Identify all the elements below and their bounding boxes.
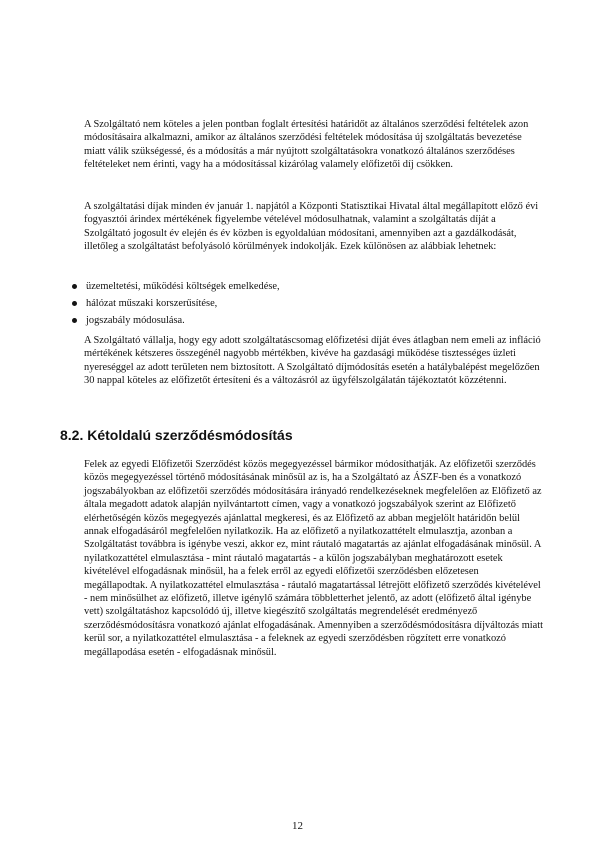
list-item-text: hálózat műszaki korszerűsítése,	[86, 298, 218, 309]
list-item-text: üzemeltetési, működési költségek emelkedése,	[86, 281, 280, 292]
page-number: 12	[292, 820, 303, 832]
list-item	[70, 295, 540, 312]
paragraph-fee-adjustment: A szolgáltatási díjak minden év január 1. napjától a Központi Statisztikai Hivatal által megállapított előző évi fogyasztói árindex mértékének figyelembe vételével módosulhatnak, valamint a szolgáltatás díját a Szolgáltató jogosult év elején és év közben is egyoldalúan módosítani, amennyiben azt a gazdálkodását, illetőleg a szolgáltatást befolyásoló körülmények indokolják. Ezek különösen az alábbiak lehetnek:	[84, 201, 539, 253]
list-item-text: jogszabály módosulása.	[86, 315, 185, 326]
paragraph-mutual-amendment: Felek az egyedi Előfizetői Szerződést közös megegyezéssel bármikor módosíthatják. Az előfizetői szerződés közös megegyezéssel történő módosításának minősül az is, ha a Szolgáltató az ÁSZF-ben és a vonatkozó jogszabályokban az előfizetői szerződés módosítására irányadó rendelkezéseknek megfelelően az Előfizető az általa megadott adatok alapján nyilvántartott címen, vagy a vonatkozó jogszabályok szerint az Előfizető elérhetőségén közös megegyezés ajánlattal megkeresi, és az Előfizető az abban megjelölt határidőn belül annak elfogadásáról megfelelően nyilatkozik. Ha az előfizető a nyilatkozattételt elmulasztja, azonban a Szolgáltatást továbbra is igénybe veszi, akkor ez, mint ráutaló magatartás az ajánlat elfogadásának minősül. A nyilatkozattétel elmulasztása - mint ráutaló magatartás - a külön jogszabályban meghatározott esetek kivételével elfogadásnak minősül, ha a felek erről az egyedi előfizetői szerződésben előzetesen megállapodtak. A nyilatkozattétel elmulasztása - ráutaló magatartással létrejött előfizető szerződés kivételével - nem minősülhet az előfizető, illetve igénylő számára többletterhet jelentő, az adott (előfizető által igénybe vett) szolgáltatáshoz kapcsolódó új, illetve kiegészítő szolgáltatás megrendelését eredményező szerződésmódosításra vonatkozó ajánlat elfogadásának. Amennyiben a szerződésmódosításra díjváltozás miatt kerül sor, a nyilatkozattétel elmulasztása - a feleknek az egyedi szerződésben rögzített erre vonatkozó megállapodása esetén - elfogadásnak minősül.	[84, 459, 544, 658]
bullet-icon	[72, 301, 77, 306]
list-item	[70, 312, 540, 329]
bullet-icon	[72, 284, 77, 289]
reasons-list	[70, 278, 540, 329]
paragraph-inflation-commitment: A Szolgáltató vállalja, hogy egy adott szolgáltatáscsomag előfizetési díját éves átlagban nem emeli az infláció mértékének kétszeres összegénél nagyobb mértékben, kivéve ha gazdasági működése tisztességes üzleti nyereséggel az adott területen nem biztosított. A Szolgáltató díjmódosítás esetén a hatálybalépést megelőzően 30 nappal köteles az előfizetőt értesíteni és a változásról az ügyfélszolgálatán tájékoztatót közzétenni.	[84, 335, 541, 387]
bullet-icon	[72, 318, 77, 323]
paragraph-notice-exception: A Szolgáltató nem köteles a jelen pontban foglalt értesítési határidőt az általános szerződési feltételek azon módosításaira alkalmazni, amikor az általános szerződési feltételek módosítása új szolgáltatás bevezetése miatt válik szükségessé, és a módosítás a már nyújtott szolgáltatásokra vonatkozó általános szerződéses feltételeket nem érinti, vagy ha a módosítással kizárólag valamely előfizetői díj csökken.	[84, 119, 529, 171]
section-heading: 8.2. Kétoldalú szerződésmódosítás	[60, 427, 293, 443]
list-item	[70, 278, 540, 295]
